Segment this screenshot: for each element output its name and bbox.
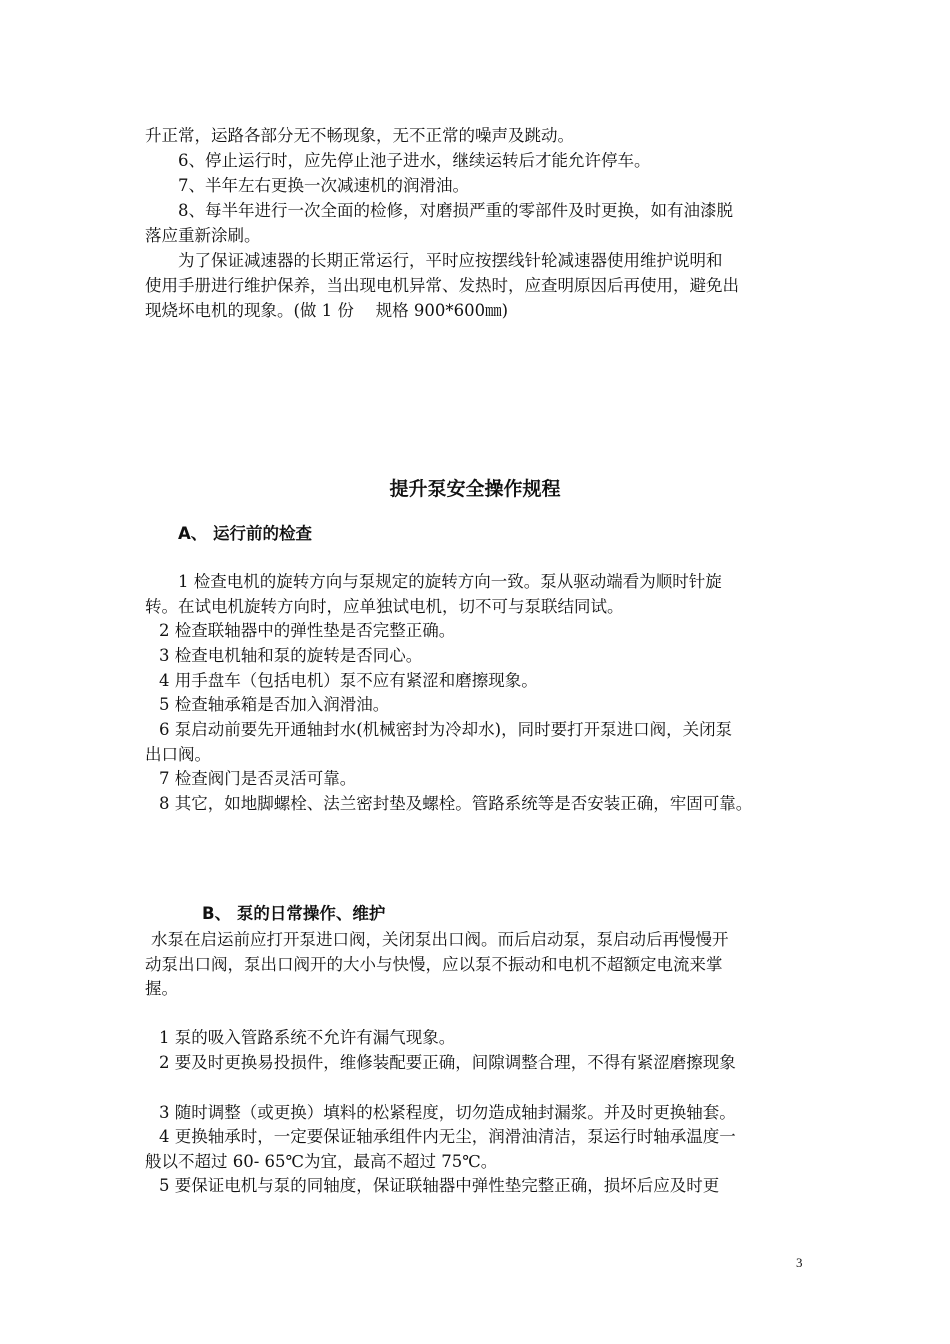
section-a-line-6: 5 检查轴承箱是否加入润滑油。 [159,695,390,714]
section-a-line-7: 6 泵启动前要先开通轴封水(机械密封为冷却水)，同时要打开泵进口阀，关闭泵 [159,720,733,739]
continuation-line-3: 7、半年左右更换一次减速机的润滑油。 [178,176,469,195]
section-b-line-8: 般以不超过 60- 65℃为宜，最高不超过 75℃。 [145,1152,498,1171]
section-b-line-2: 动泵出口阀，泵出口阀开的大小与快慢，应以泵不振动和电机不超额定电流来掌 [145,955,723,974]
section-a-line-3: 2 检查联轴器中的弹性垫是否完整正确。 [159,621,456,640]
section-a-line-1: 1 检查电机的旋转方向与泵规定的旋转方向一致。泵从驱动端看为顺时针旋 [178,572,722,591]
continuation-line-6: 为了保证减速器的长期正常运行，平时应按摆线针轮减速器使用维护说明和 [178,251,723,270]
section-b-line-5: 2 要及时更换易投损件，维修装配要正确，间隙调整合理，不得有紧涩磨擦现象 [159,1053,736,1072]
section-a-line-4: 3 检查电机轴和泵的旋转是否同心。 [159,646,423,665]
section-a-line-9: 7 检查阀门是否灵活可靠。 [159,769,357,788]
section-b-line-9: 5 要保证电机与泵的同轴度，保证联轴器中弹性垫完整正确，损坏后应及时更 [159,1176,720,1195]
section-b-line-3: 握。 [145,979,178,998]
section-b-line-4: 1 泵的吸入管路系统不允许有漏气现象。 [159,1028,456,1047]
section-a-line-5: 4 用手盘车（包括电机）泵不应有紧涩和磨擦现象。 [159,671,538,690]
section-a-line-10: 8 其它，如地脚螺栓、法兰密封垫及螺栓。管路系统等是否安装正确，牢固可靠。 [159,794,753,813]
section-a-line-8: 出口阀。 [145,745,211,764]
page-number: 3 [796,1255,803,1270]
continuation-line-8: 现烧坏电机的现象。(做 1 份 规格 900*600㎜) [145,301,509,320]
continuation-line-2: 6、停止运行时，应先停止池子进水，继续运转后才能允许停车。 [178,151,651,170]
section-a-line-2: 转。在试电机旋转方向时，应单独试电机，切不可与泵联结同试。 [145,597,624,616]
section-b-line-6: 3 随时调整（或更换）填料的松紧程度，切勿造成轴封漏浆。并及时更换轴套。 [159,1103,736,1122]
continuation-line-4: 8、每半年进行一次全面的检修，对磨损严重的零部件及时更换，如有油漆脱 [178,201,733,220]
section-a-heading: A、 运行前的检查 [178,524,313,543]
continuation-line-7: 使用手册进行维护保养，当出现电机异常、发热时，应查明原因后再使用，避免出 [145,276,739,295]
continuation-line-1: 升正常，运路各部分无不畅现象，无不正常的噪声及跳动。 [145,126,574,145]
page-title: 提升泵安全操作规程 [389,478,561,500]
section-b-line-1: 水泵在启运前应打开泵进口阀，关闭泵出口阀。而后启动泵，泵启动后再慢慢开 [151,930,729,949]
continuation-line-5: 落应重新涂刷。 [145,226,261,245]
section-b-heading: B、 泵的日常操作、维护 [202,904,386,923]
section-b-line-7: 4 更换轴承时，一定要保证轴承组件内无尘，润滑油清洁，泵运行时轴承温度一 [159,1127,736,1146]
